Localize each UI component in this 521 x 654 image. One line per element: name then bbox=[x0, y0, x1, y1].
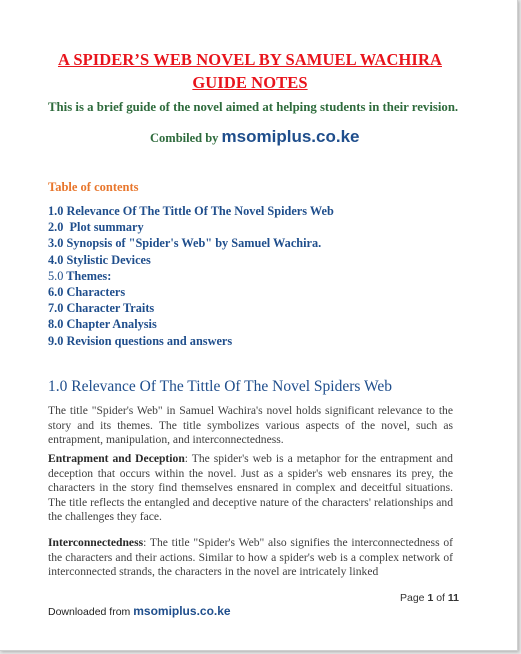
toc-item-label: Characters bbox=[63, 284, 126, 299]
toc-item-label: Themes: bbox=[63, 268, 112, 283]
toc-item-number: 7.0 bbox=[48, 301, 64, 316]
footer bbox=[48, 604, 231, 618]
compiled-brand: msomiplus.co.ke bbox=[221, 127, 360, 146]
toc-item[interactable] bbox=[48, 284, 334, 300]
paragraph-interconnectedness bbox=[48, 536, 453, 580]
footer-prefix: Downloaded from bbox=[48, 606, 134, 618]
toc-item-number: 3.0 bbox=[48, 236, 64, 251]
toc-item[interactable] bbox=[48, 268, 334, 284]
page-current: 1 bbox=[427, 592, 434, 604]
footer-brand-link[interactable]: msomiplus.co.ke bbox=[133, 604, 231, 618]
toc-item[interactable] bbox=[48, 235, 334, 251]
page-total: 11 bbox=[447, 592, 459, 604]
toc-item-number: 5.0 bbox=[48, 268, 64, 283]
toc-item-number: 9.0 bbox=[48, 333, 64, 348]
toc-item-label: Synopsis of "Spider's Web" by Samuel Wachira. bbox=[63, 236, 322, 251]
toc-item[interactable] bbox=[48, 219, 334, 235]
compiled-prefix: Combiled by bbox=[150, 131, 222, 145]
page-of: of bbox=[433, 592, 448, 604]
toc-item-label: Revision questions and answers bbox=[63, 333, 233, 348]
document-title-line1: A SPIDER’S WEB NOVEL BY SAMUEL WACHIRA bbox=[57, 50, 442, 69]
toc-item-number: 1.0 bbox=[48, 204, 64, 218]
toc-item-label: Character Traits bbox=[63, 301, 155, 316]
toc-item-label: Plot summary bbox=[63, 220, 144, 235]
toc-item-label: Stylistic Devices bbox=[63, 252, 151, 267]
toc-item-label: Chapter Analysis bbox=[63, 317, 157, 332]
document-subtitle: This is a brief guide of the novel aimed at helping students in their revision. bbox=[48, 100, 459, 114]
section-heading: 1.0 Relevance Of The Tittle Of The Novel Spiders Web bbox=[48, 378, 393, 395]
toc-item[interactable] bbox=[48, 300, 334, 316]
toc-item[interactable] bbox=[48, 316, 334, 332]
toc-heading: Table of contents bbox=[48, 180, 139, 194]
document-title-line2: GUIDE NOTES bbox=[192, 73, 308, 92]
paragraph-entrapment bbox=[48, 452, 453, 525]
toc-item-number: 6.0 bbox=[48, 284, 64, 299]
table-of-contents bbox=[48, 203, 334, 349]
paragraph-intro: The title "Spider's Web" in Samuel Wachira's novel holds significant relevance to the story and its themes. The title symbolizes various aspects of the novel, such as entrapment, manipulation, and interconnectedness. bbox=[48, 404, 453, 447]
toc-item[interactable] bbox=[48, 333, 334, 349]
paragraph-interconnectedness-body: : The title "Spider's Web" also signifies the interconnectedness of the characters and their actions. Similar to how a spider's web is a complex network of interconnected strands, the characters in the novel are intricately linked bbox=[48, 536, 453, 579]
paragraph-interconnectedness-lead: Interconnectedness bbox=[48, 536, 144, 549]
paragraph-entrapment-body: : The spider's web is a metaphor for the entrapment and deception that occurs within the novel. Just as a spider's web ensnares its prey, the characters in the story find themselves ensnared in complex and deceitful situations. The title reflects the entangled and deceptive nature of the characters' relationships and the challenges they face. bbox=[48, 452, 453, 524]
toc-item[interactable] bbox=[48, 252, 334, 268]
page-label: Page bbox=[400, 592, 428, 604]
page-number bbox=[400, 592, 459, 604]
toc-item-number: 4.0 bbox=[48, 252, 64, 267]
toc-item-number: 8.0 bbox=[48, 317, 64, 332]
toc-item-number: 2.0 bbox=[48, 220, 64, 235]
compiled-by-line bbox=[150, 127, 359, 147]
toc-item[interactable] bbox=[48, 203, 334, 219]
paragraph-entrapment-lead: Entrapment and Deception bbox=[48, 452, 185, 465]
toc-item-label: Relevance Of The Tittle Of The Novel Spiders Web bbox=[63, 204, 334, 218]
